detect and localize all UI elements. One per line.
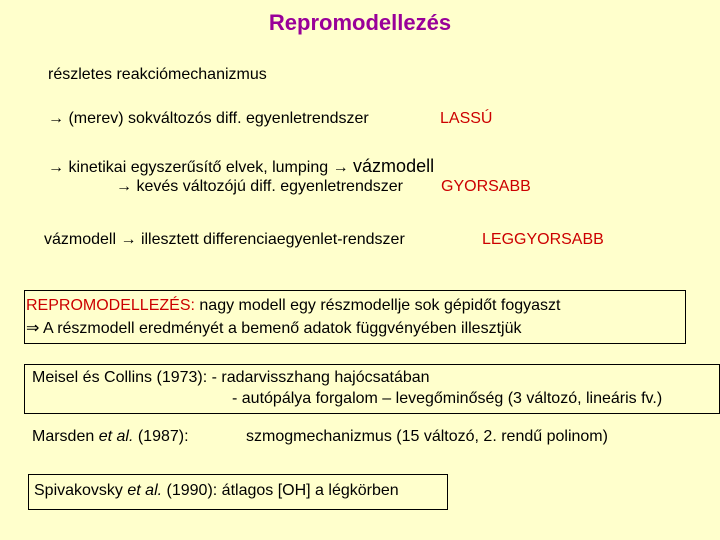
conclusion-text: A részmodell eredményét a bemenő adatok függvényében illesztjük [42,320,522,337]
row-start: vázmodell [44,231,117,248]
row-lumping [48,156,434,177]
author: Spivakovsky [34,482,123,499]
arrow-icon: → [116,178,132,195]
author: Marsden [32,428,95,445]
definition-term: REPROMODELLEZÉS: [26,297,195,314]
row-text: kinetikai egyszerűsítő elvek, lumping [68,159,329,176]
implies-icon: ⇒ [26,320,40,337]
meisel-line2: - autópálya forgalom – levegőminőség (3 változó, lineáris fv.) [232,390,663,407]
year: (1990): [166,482,218,499]
row-text: illesztett differenciaegyenlet-rendszer [140,231,405,248]
row-fitted-system [44,231,405,249]
arrow-icon: → [48,159,64,176]
marsden-text: szmogmechanizmus (15 változó, 2. rendű polinom) [246,428,608,445]
et-al: et al. [127,482,163,499]
page-title: Repromodellezés [268,10,452,35]
skeleton-model: vázmodell [353,156,435,176]
speed-slow: LASSÚ [440,110,493,127]
arrow-icon: → [120,231,137,248]
mechanism-heading: részletes reakciómechanizmus [48,66,267,83]
marsden-citation [32,428,189,446]
spivakovsky-citation [34,482,399,500]
arrow-icon: → [48,110,64,127]
speed-fastest: LEGGYORSABB [482,231,604,248]
year: (1987): [137,428,189,445]
arrow-icon: → [332,159,349,176]
speed-faster: GYORSABB [441,178,531,195]
row-text: (merev) sokváltozós diff. egyenletrendszer [68,110,369,127]
row-text: kevés változójú diff. egyenletrendszer [136,178,403,195]
row-few-variables [116,178,403,196]
conclusion-line [26,318,521,338]
definition-line [26,297,560,315]
et-al: et al. [98,428,134,445]
spivakovsky-text: átlagos [OH] a légkörben [221,482,399,499]
definition-text: nagy modell egy részmodellje sok gépidőt fogyaszt [199,297,561,314]
row-stiff-system [48,110,369,128]
meisel-line1: Meisel és Collins (1973): - radarvisszhang hajócsatában [32,369,430,386]
